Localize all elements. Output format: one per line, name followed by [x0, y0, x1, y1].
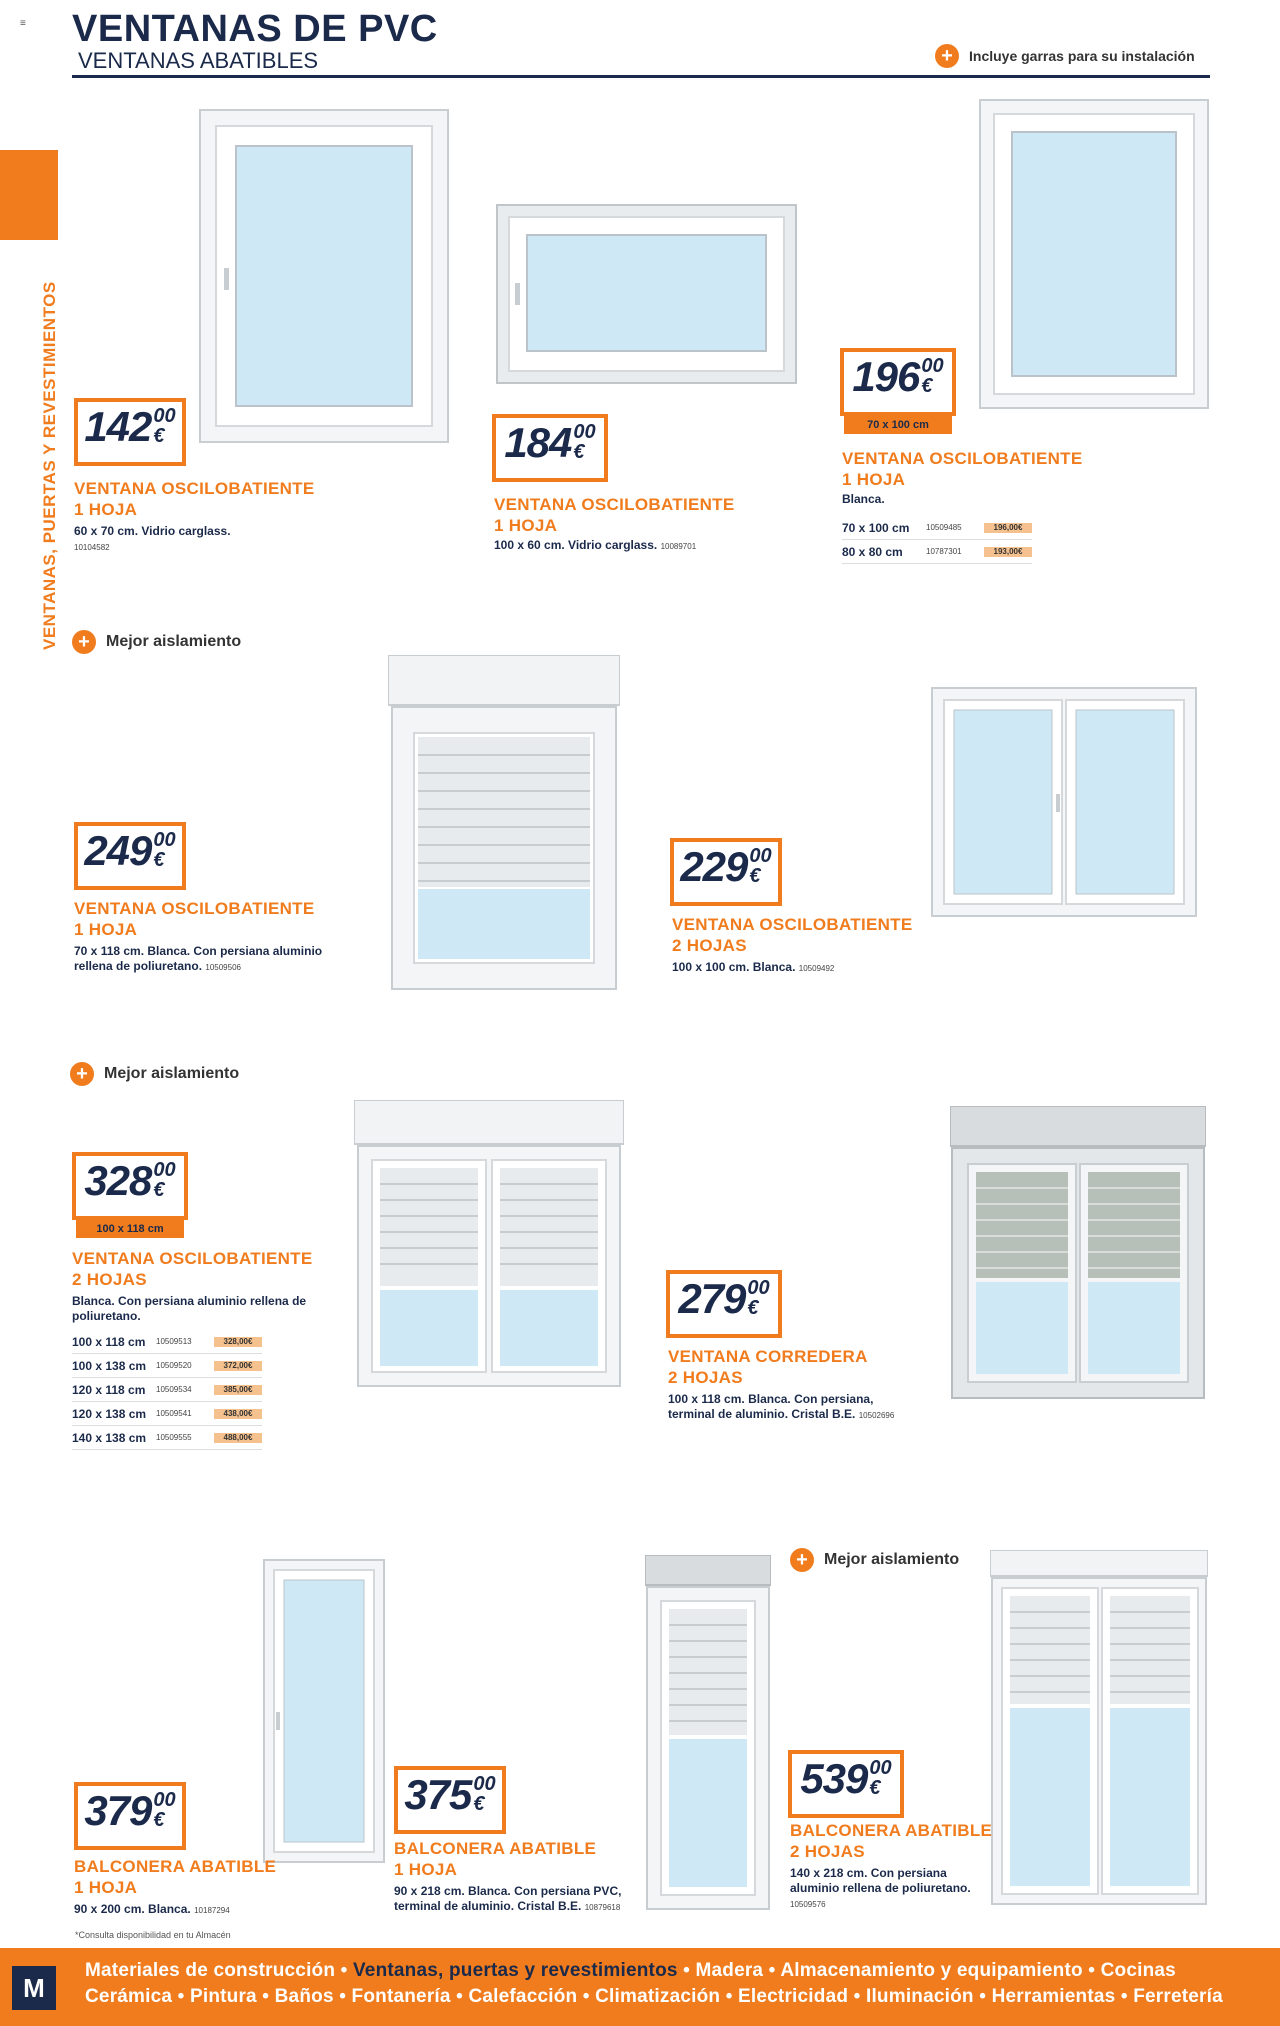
footer-link[interactable]: Electricidad: [738, 1986, 849, 2007]
note-aislamiento: + Mejor aislamiento: [790, 1548, 959, 1572]
window-2-hojas-persiana-image: [354, 1100, 624, 1388]
product-name: VENTANA OSCILOBATIENTE 1 HOJA: [842, 449, 1083, 489]
footer-link-current[interactable]: Ventanas, puertas y revestimientos: [352, 1960, 678, 1981]
section-tab: [0, 150, 58, 240]
price-tag: 249 00 €: [74, 822, 186, 890]
plus-icon: +: [790, 1548, 814, 1572]
window-horizontal-image: [495, 203, 798, 385]
balconera-2-hojas-image: [990, 1550, 1208, 1906]
product-desc: 100 x 118 cm. Blanca. Con persiana, terminal de aluminio. Cristal B.E. 10502696: [668, 1392, 895, 1421]
footer-link[interactable]: Climatización: [595, 1986, 721, 2007]
product-desc: 100 x 60 cm. Vidrio carglass. 10089701: [494, 538, 697, 552]
note-aislamiento: + Mejor aislamiento: [72, 630, 241, 654]
product-desc: 90 x 200 cm. Blanca. 10187294: [74, 1902, 230, 1916]
product-name: VENTANA OSCILOBATIENTE 1 HOJA: [494, 495, 735, 535]
balconera-1-hoja-image: [262, 1558, 386, 1864]
page-title: VENTANAS DE PVC: [72, 8, 438, 50]
corner-mark: ≡: [20, 18, 26, 29]
window-1-hoja-image: [198, 108, 450, 444]
product-name: BALCONERA ABATIBLE 2 HOJAS: [790, 1821, 993, 1861]
title-rule: [72, 75, 1210, 78]
price-tag: 142 00 €: [74, 398, 186, 466]
price-tag: 328 00 €: [72, 1152, 188, 1220]
product-desc: 90 x 218 cm. Blanca. Con persiana PVC, terminal de aluminio. Cristal B.E. 10879618: [394, 1884, 622, 1913]
window-corredera-image: [950, 1106, 1206, 1400]
product-desc: 100 x 100 cm. Blanca. 10509492: [672, 960, 835, 974]
price-tag: 379 00 €: [74, 1782, 186, 1850]
price-size-tag: 100 x 118 cm: [76, 1220, 184, 1238]
product-desc: Blanca.: [842, 492, 885, 506]
product-name: BALCONERA ABATIBLE 1 HOJA: [74, 1857, 277, 1897]
footer-link[interactable]: Cerámica: [85, 1986, 173, 2007]
note-text: Incluye garras para su instalación: [969, 48, 1195, 64]
product-desc: 140 x 218 cm. Con persiana aluminio rellena de poliuretano. 10509576: [790, 1866, 971, 1909]
variant-row: 120 x 118 cm 10509534 385,00€: [72, 1378, 262, 1402]
variant-table: [842, 516, 1032, 564]
footer-link[interactable]: Fontanería: [351, 1986, 451, 2007]
product-desc: 60 x 70 cm. Vidrio carglass. 10104582: [74, 524, 231, 552]
note-garras: [935, 44, 1195, 68]
price-tag: 539 00 €: [788, 1750, 904, 1818]
page-subtitle: VENTANAS ABATIBLES: [78, 48, 319, 73]
price-tag: 229 00 €: [670, 838, 782, 906]
plus-icon: +: [70, 1062, 94, 1086]
window-2-hojas-image: [930, 686, 1198, 918]
variant-row: 70 x 100 cm 10509485 196,00€: [842, 516, 1032, 540]
product-name: VENTANA CORREDERA 2 HOJAS: [668, 1347, 868, 1387]
footer-link[interactable]: Pintura: [189, 1986, 257, 2007]
window-persiana-image: [388, 655, 620, 991]
footer-link[interactable]: Materiales de construcción: [85, 1960, 336, 1981]
footer-link[interactable]: Ferretería: [1133, 1986, 1223, 2007]
product-name: VENTANA OSCILOBATIENTE 1 HOJA: [74, 479, 315, 519]
brand-logo: M: [12, 1966, 56, 2010]
product-name: BALCONERA ABATIBLE 1 HOJA: [394, 1839, 597, 1879]
product-name: VENTANA OSCILOBATIENTE 2 HOJAS: [672, 915, 913, 955]
footer-link[interactable]: Cocinas: [1100, 1960, 1176, 1981]
price-tag: 279 00 €: [666, 1270, 782, 1338]
price-tag: 375 00 €: [394, 1766, 506, 1834]
footer-line-1: Materiales de construcción • Ventanas, puertas y revestimientos • Madera • Almacenamiento y equipamiento • Cocinas: [85, 1960, 1176, 1981]
footer-link[interactable]: Iluminación: [865, 1986, 974, 2007]
note-aislamiento: + Mejor aislamiento: [70, 1062, 239, 1086]
footer-link[interactable]: Almacenamiento y equipamiento: [780, 1960, 1083, 1981]
product-desc: Blanca. Con persiana aluminio rellena de poliuretano.: [72, 1294, 307, 1323]
variant-table: [72, 1330, 262, 1450]
price-tag: 196 00 €: [840, 348, 956, 416]
plus-icon: +: [72, 630, 96, 654]
footnote: *Consulta disponibilidad en tu Almacén: [75, 1930, 231, 1940]
product-name: VENTANA OSCILOBATIENTE 2 HOJAS: [72, 1249, 313, 1289]
variant-row: 80 x 80 cm 10787301 193,00€: [842, 540, 1032, 564]
footer-link[interactable]: Madera: [695, 1960, 764, 1981]
variant-row: 140 x 138 cm 10509555 488,00€: [72, 1426, 262, 1450]
footer-link[interactable]: Calefacción: [468, 1986, 578, 2007]
price-tag: 184 00 €: [492, 414, 608, 482]
variant-row: 120 x 138 cm 10509541 438,00€: [72, 1402, 262, 1426]
balconera-persiana-image: [645, 1555, 771, 1911]
footer-link[interactable]: Baños: [274, 1986, 334, 2007]
window-1-hoja-tall-image: [978, 98, 1210, 410]
plus-icon: +: [935, 44, 959, 68]
price-size-tag: 70 x 100 cm: [844, 416, 952, 434]
product-name: VENTANA OSCILOBATIENTE 1 HOJA: [74, 899, 315, 939]
product-desc: 70 x 118 cm. Blanca. Con persiana aluminio rellena de poliuretano. 10509506: [74, 944, 323, 973]
footer-link[interactable]: Herramientas: [991, 1986, 1116, 2007]
footer-line-2: Cerámica • Pintura • Baños • Fontanería • Calefacción • Climatización • Electricidad • Iluminación • Herramientas • Ferretería: [85, 1986, 1223, 2007]
footer-category-bar: [0, 1948, 1280, 2026]
variant-row: 100 x 138 cm 10509520 372,00€: [72, 1354, 262, 1378]
variant-row: 100 x 118 cm 10509513 328,00€: [72, 1330, 262, 1354]
section-label: VENTANAS, PUERTAS Y REVESTIMIENTOS: [40, 281, 59, 650]
